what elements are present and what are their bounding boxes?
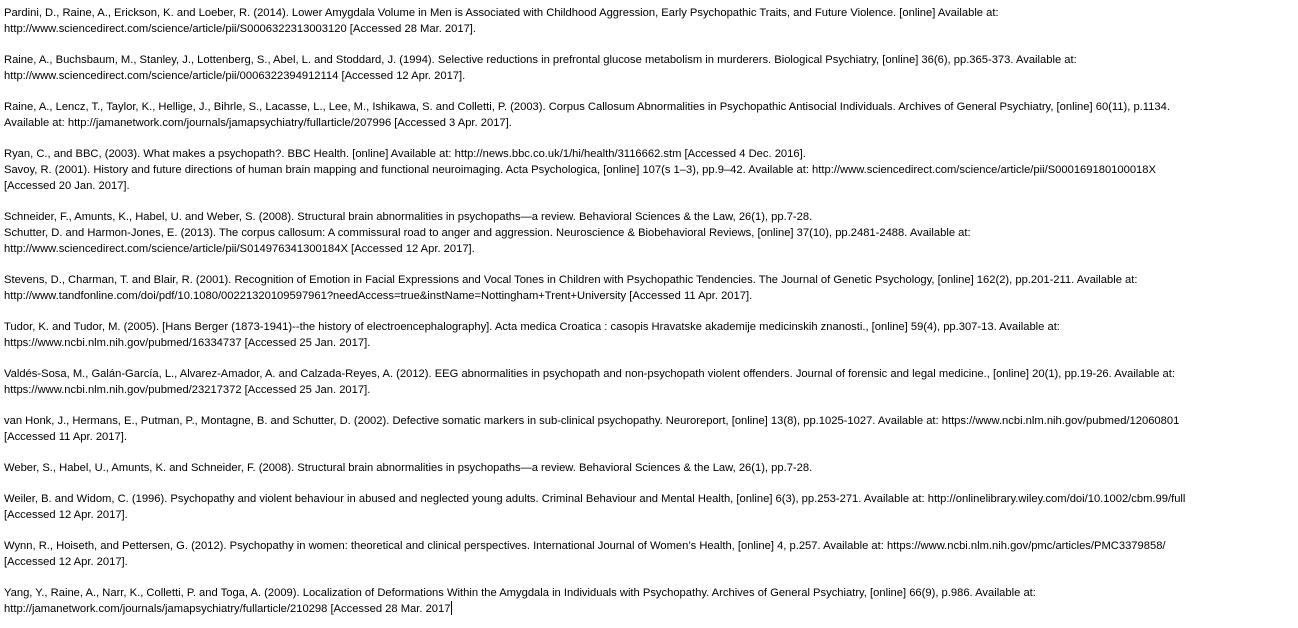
- reference-line: Valdés-Sosa, M., Galán-García, L., Alvarez-Amador, A. and Calzada-Reyes, A. (2012). EEG abnormalities in psychopath and non-psychopath violent offenders. Journal of forensic and legal medicine., [online] 20(1), pp.19-26. Available at:: [4, 368, 1175, 380]
- reference-line: Savoy, R. (2001). History and future directions of human brain mapping and functional neuroimaging. Acta Psychologica, [online] 107(s 1–3), pp.9–42. Available at: http://www.sciencedirect.com/science/article/pii/S000169180100018X: [4, 164, 1156, 176]
- reference-line: Schutter, D. and Harmon-Jones, E. (2013). The corpus callosum: A commissural road to anger and aggression. Neuroscience & Biobehavioral Reviews, [online] 37(10), pp.2481-2488. Available at:: [4, 227, 971, 239]
- reference-line: https://www.ncbi.nlm.nih.gov/pubmed/16334737 [Accessed 25 Jan. 2017].: [4, 337, 371, 349]
- reference-entry: [4, 52, 1294, 84]
- reference-line: Schneider, F., Amunts, K., Habel, U. and Weber, S. (2008). Structural brain abnormalities in psychopaths—a review. Behavioral Sciences & the Law, 26(1), pp.7-28.: [4, 211, 813, 223]
- reference-entry: [4, 538, 1294, 570]
- reference-line: Stevens, D., Charman, T. and Blair, R. (2001). Recognition of Emotion in Facial Expressions and Vocal Tones in Children with Psychopathic Tendencies. The Journal of Genetic Psychology, [online] 162(2), pp.201-211. Available at:: [4, 274, 1138, 286]
- reference-line: Raine, A., Lencz, T., Taylor, K., Hellige, J., Bihrle, S., Lacasse, L., Lee, M., Ishikawa, S. and Colletti, P. (2003). Corpus Callosum Abnormalities in Psychopathic Antisocial Individuals. Archives of General Psychiatry, [online] 60(11), p.1134.: [4, 101, 1170, 113]
- reference-entry: [4, 209, 1294, 257]
- reference-line: http://www.sciencedirect.com/science/article/pii/S0006322313003120 [Accessed 28 Mar. 2017].: [4, 23, 477, 35]
- reference-entry: [4, 5, 1294, 37]
- reference-entry: [4, 99, 1294, 131]
- reference-line: [Accessed 11 Apr. 2017].: [4, 431, 127, 443]
- reference-line: Ryan, C., and BBC, (2003). What makes a psychopath?. BBC Health. [online] Available at: http://news.bbc.co.uk/1/hi/health/3116662.stm [Accessed 4 Dec. 2016].: [4, 148, 806, 160]
- reference-entry: [4, 460, 1294, 476]
- reference-line: Weiler, B. and Widom, C. (1996). Psychopathy and violent behaviour in abused and neglected young adults. Criminal Behaviour and Mental Health, [online] 6(3), pp.253-271. Available at: http://onlinelibrary.wiley.com/doi/10.1002/cbm.99/full: [4, 493, 1186, 505]
- reference-line: http://jamanetwork.com/journals/jamapsychiatry/fullarticle/210298 [Accessed 28 Mar. 2017: [4, 603, 451, 615]
- reference-entry: [4, 585, 1294, 617]
- reference-entry: [4, 491, 1294, 523]
- reference-line: van Honk, J., Hermans, E., Putman, P., Montagne, B. and Schutter, D. (2002). Defective somatic markers in sub-clinical psychopathy. Neuroreport, [online] 13(8), pp.1025-1027. Available at: https://www.ncbi.nlm.nih.gov/pubmed/12060801: [4, 415, 1180, 427]
- text-cursor: [451, 601, 452, 615]
- reference-line: Available at: http://jamanetwork.com/journals/jamapsychiatry/fullarticle/207996 [Accessed 3 Apr. 2017].: [4, 117, 512, 129]
- reference-line: http://www.tandfonline.com/doi/pdf/10.1080/00221320109597961?needAccess=true&instName=Nottingham+Trent+University [Accessed 11 Apr. 2017].: [4, 290, 753, 302]
- reference-line: http://www.sciencedirect.com/science/article/pii/S014976341300184X [Accessed 12 Apr. 2017].: [4, 243, 475, 255]
- reference-entry: [4, 366, 1294, 398]
- reference-entry: [4, 319, 1294, 351]
- reference-list: [4, 5, 1294, 617]
- reference-line: [Accessed 20 Jan. 2017].: [4, 180, 130, 192]
- reference-entry: [4, 272, 1294, 304]
- reference-entry: [4, 146, 1294, 194]
- reference-line: Pardini, D., Raine, A., Erickson, K. and Loeber, R. (2014). Lower Amygdala Volume in Men is Associated with Childhood Aggression, Early Psychopathic Traits, and Future Violence. [online] Available at:: [4, 7, 999, 19]
- reference-line: Wynn, R., Hoiseth, and Pettersen, G. (2012). Psychopathy in women: theoretical and clinical perspectives. International Journal of Women’s Health, [online] 4, p.257. Available at: https://www.ncbi.nlm.nih.gov/pmc/articles/PMC3379858/: [4, 540, 1166, 552]
- reference-entry: [4, 413, 1294, 445]
- reference-line: Weber, S., Habel, U., Amunts, K. and Schneider, F. (2008). Structural brain abnormalities in psychopaths—a review. Behavioral Sciences & the Law, 26(1), pp.7-28.: [4, 462, 813, 474]
- reference-line: [Accessed 12 Apr. 2017].: [4, 556, 128, 568]
- reference-line: Tudor, K. and Tudor, M. (2005). [Hans Berger (1873-1941)--the history of electroencephalography]. Acta medica Croatica : casopis Hravatske akademije medicinskih znanosti., [online] 59(4), pp.307-13. Available at:: [4, 321, 1060, 333]
- reference-line: http://www.sciencedirect.com/science/article/pii/0006322394912114 [Accessed 12 Apr. 2017].: [4, 70, 466, 82]
- reference-line: https://www.ncbi.nlm.nih.gov/pubmed/23217372 [Accessed 25 Jan. 2017].: [4, 384, 371, 396]
- reference-line: Raine, A., Buchsbaum, M., Stanley, J., Lottenberg, S., Abel, L. and Stoddard, J. (1994). Selective reductions in prefrontal glucose metabolism in murderers. Biological Psychiatry, [online] 36(6), pp.365-373. Available at:: [4, 54, 1077, 66]
- reference-line: [Accessed 12 Apr. 2017].: [4, 509, 128, 521]
- reference-line: Yang, Y., Raine, A., Narr, K., Colletti, P. and Toga, A. (2009). Localization of Deformations Within the Amygdala in Individuals with Psychopathy. Archives of General Psychiatry, [online] 66(9), p.986. Available at:: [4, 587, 1036, 599]
